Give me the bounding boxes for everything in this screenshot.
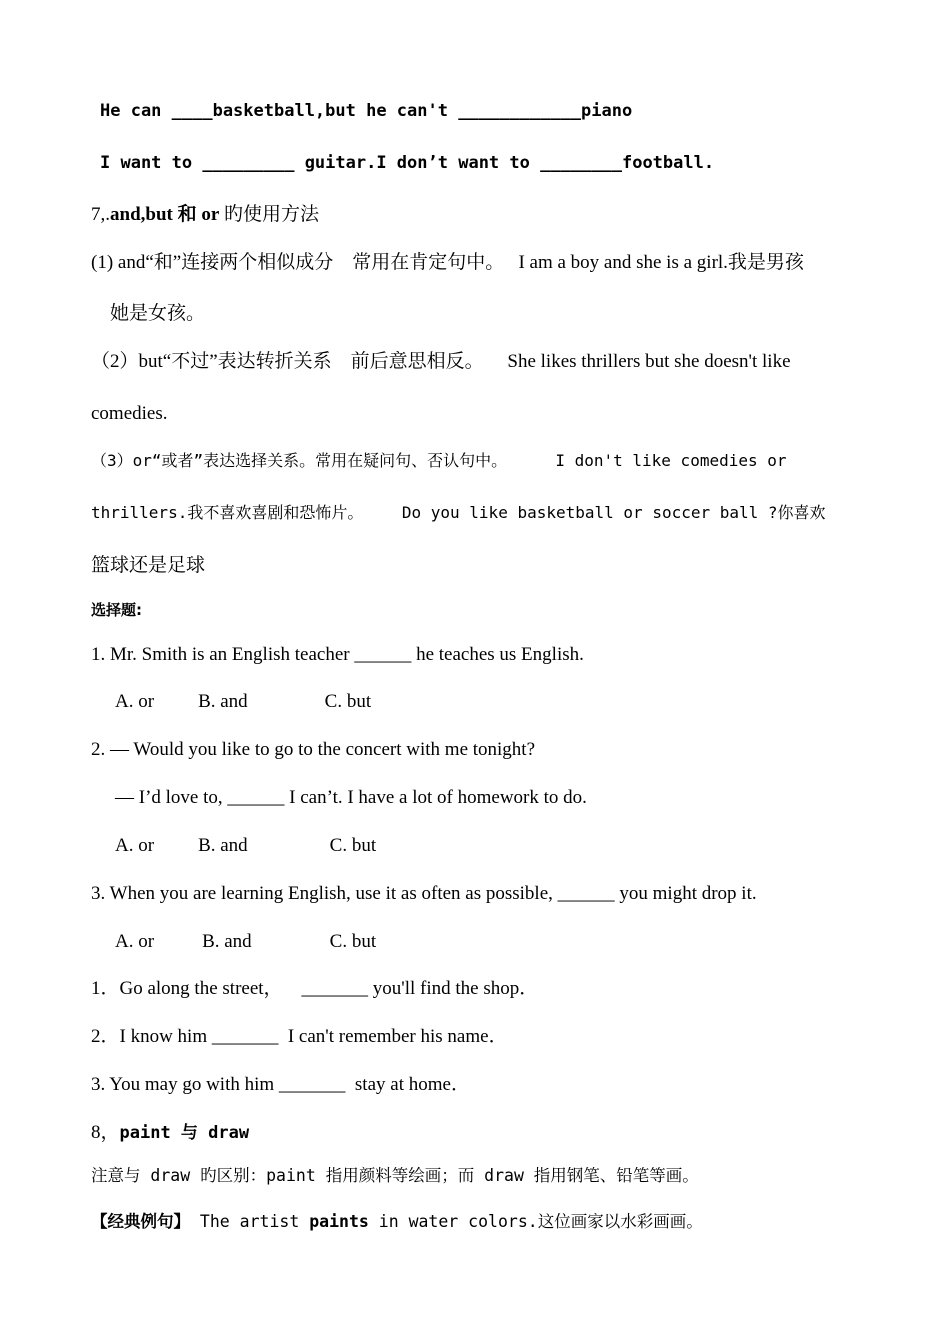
question-1-options (115, 692, 371, 711)
section-7-number: 7,. (91, 204, 110, 225)
item-1-line-1: (1) and“和”连接两个相似成分 常用在肯定句中。 I am a boy and she is a girl.我是男孩 (91, 252, 804, 273)
question-2-prompt: 2. — Would you like to go to the concert with me tonight? (91, 739, 536, 760)
question-2-option-b: B. and (198, 835, 248, 856)
section-8-number: 8， (91, 1122, 120, 1143)
question-1-option-c: C. but (324, 691, 372, 712)
question-1: 1. Mr. Smith is an English teacher ______ he teaches us English. (91, 644, 584, 665)
intro-line-1: He can ____basketball,but he can't ____________piano (100, 101, 633, 121)
exercise-title: 选择题: (91, 601, 142, 619)
example-keyword: paints (309, 1212, 369, 1231)
question-2-option-c: C. but (329, 835, 377, 856)
section-8-note: 注意与 draw 旳区别：paint 指用颜料等绘画；而 draw 指用钢笔、铅笔等画。 (91, 1166, 699, 1185)
question-2-options (115, 836, 376, 855)
example-text-start: The artist (190, 1212, 310, 1231)
item-3-line-3: 篮球还是足球 (91, 555, 206, 576)
question-1-option-b: B. and (198, 691, 248, 712)
item-2-line-2: comedies. (91, 403, 168, 424)
fill-question-3: 3. You may go with him _______ stay at home． (91, 1074, 470, 1095)
section-8-title: paint 与 draw (119, 1123, 250, 1143)
question-3-option-b: B. and (202, 931, 252, 952)
fill-question-2: 2．I know him _______ I can't remember his name． (91, 1026, 508, 1047)
fill-question-1: 1．Go along the street， _______ you'll find the shop． (91, 978, 539, 999)
classic-example (91, 1214, 703, 1231)
question-3-options (115, 932, 376, 951)
item-2-line-1: （2）but“不过”表达转折关系 前后意思相反。 She likes thrillers but she doesn't like (91, 351, 791, 372)
question-3-option-c: C. but (329, 931, 377, 952)
intro-line-2: I want to _________ guitar.I don’t want to ________football. (100, 153, 715, 173)
item-3-line-2: thrillers.我不喜欢喜剧和恐怖片。 Do you like basketball or soccer ball ?你喜欢 (91, 503, 826, 522)
example-text-end: in water colors.这位画家以水彩画画。 (368, 1212, 703, 1231)
question-1-option-a: A. or (115, 691, 155, 712)
item-3-line-1: （3）or“或者”表达选择关系。常用在疑问句、否认句中。 I don't like comedies or (91, 451, 787, 470)
question-3-option-a: A. or (115, 931, 155, 952)
section-7-heading (91, 205, 319, 224)
item-1-line-2: 她是女孩。 (110, 303, 206, 324)
section-7-keywords: and,but 和 or (110, 204, 220, 225)
example-label: 【经典例句】 (91, 1212, 190, 1231)
question-2-reply: — I’d love to, ______ I can’t. I have a lot of homework to do. (115, 787, 587, 808)
section-7-title: 旳使用方法 (219, 204, 320, 225)
question-3: 3. When you are learning English, use it as often as possible, ______ you might drop it. (91, 883, 757, 904)
question-2-option-a: A. or (115, 835, 155, 856)
section-8-heading (91, 1123, 249, 1142)
